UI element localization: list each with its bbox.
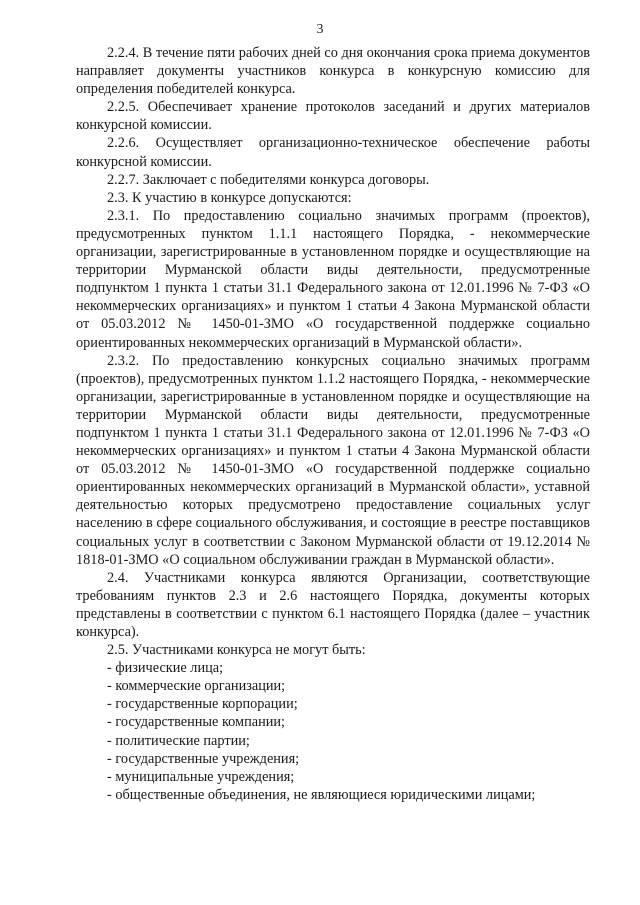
list-item: - государственные учреждения; <box>107 750 300 767</box>
list-item: - государственные корпорации; <box>107 696 298 713</box>
page-number: 3 <box>316 22 324 37</box>
list-item: - физические лица; <box>107 660 224 677</box>
paragraph-2-5: 2.5. Участниками конкурса не могут быть: <box>107 642 366 659</box>
paragraph-2-3-1: 2.3.1. По предоставлению социально значимых программ (проектов), предусмотренных пунктом 1.1.1 настоящего Порядка, - некоммерческие организации, зарегистрированные в установленном порядке и осуществляющие на территории Мурманской области виды деятельности, предусмотренные подпунктом 1 пункта 1 статьи 31.1 Федерального закона от 12.01.1996 № 7-ФЗ «О некоммерческих организациях» и пунктом 1 статьи 4 Закона Мурманской области от 05.03.2012 № 1450-01-ЗМО «О государственной поддержке социально ориентированных некоммерческих организаций в Мурманской области». <box>76 207 590 351</box>
paragraph-2-2-7: 2.2.7. Заключает с победителями конкурса договоры. <box>107 171 430 188</box>
document-body <box>76 44 590 804</box>
excluded-participants-list <box>76 659 590 804</box>
paragraph-2-2-5: 2.2.5. Обеспечивает хранение протоколов заседаний и других материалов конкурсной комиссии. <box>76 99 590 134</box>
list-item: - общественные объединения, не являющиеся юридическими лицами; <box>107 786 536 803</box>
list-item: - коммерческие организации; <box>107 678 286 695</box>
paragraph-2-4: 2.4. Участниками конкурса являются Организации, соответствующие требованиям пунктов 2.3 и 2.6 настоящего Порядка, документы которых представлены в соответствии с пунктом 6.1 настоящего Порядка (далее – участник конкурса). <box>76 569 590 640</box>
paragraph-2-2-4: 2.2.4. В течение пяти рабочих дней со дня окончания срока приема документов направляет документы участников конкурса в конкурсную комиссию для определения победителей конкурса. <box>76 45 590 98</box>
list-item: - политические партии; <box>107 732 250 749</box>
paragraph-2-3-2: 2.3.2. По предоставлению конкурсных социально значимых программ (проектов), предусмотренных пунктом 1.1.2 настоящего Порядка, - некоммерческие организации, зарегистрированные в установленном порядке и осуществляющие на территории Мурманской области виды деятельности, предусмотренные подпунктом 1 пункта 1 статьи 31.1 Федерального закона от 12.01.1996 № 7-ФЗ «О некоммерческих организациях» и пунктом 1 статьи 4 Закона Мурманской области от 05.03.2012 № 1450-01-ЗМО «О государственной поддержке социально ориентированных некоммерческих организаций в Мурманской области», уставной деятельностью которых предусмотрено предоставление социальных услуг населению в сфере социального обслуживания, и состоящие в реестре поставщиков социальных услуг в соответствии с Законом Мурманской области от 19.12.2014 № 1818-01-ЗМО «О социальном обслуживании граждан в Мурманской области». <box>76 352 590 568</box>
list-item: - муниципальные учреждения; <box>107 768 295 785</box>
paragraph-2-2-6: 2.2.6. Осуществляет организационно-техническое обеспечение работы конкурсной комиссии. <box>76 135 590 170</box>
list-item: - государственные компании; <box>107 714 286 731</box>
paragraph-2-3: 2.3. К участию в конкурсе допускаются: <box>107 189 352 206</box>
